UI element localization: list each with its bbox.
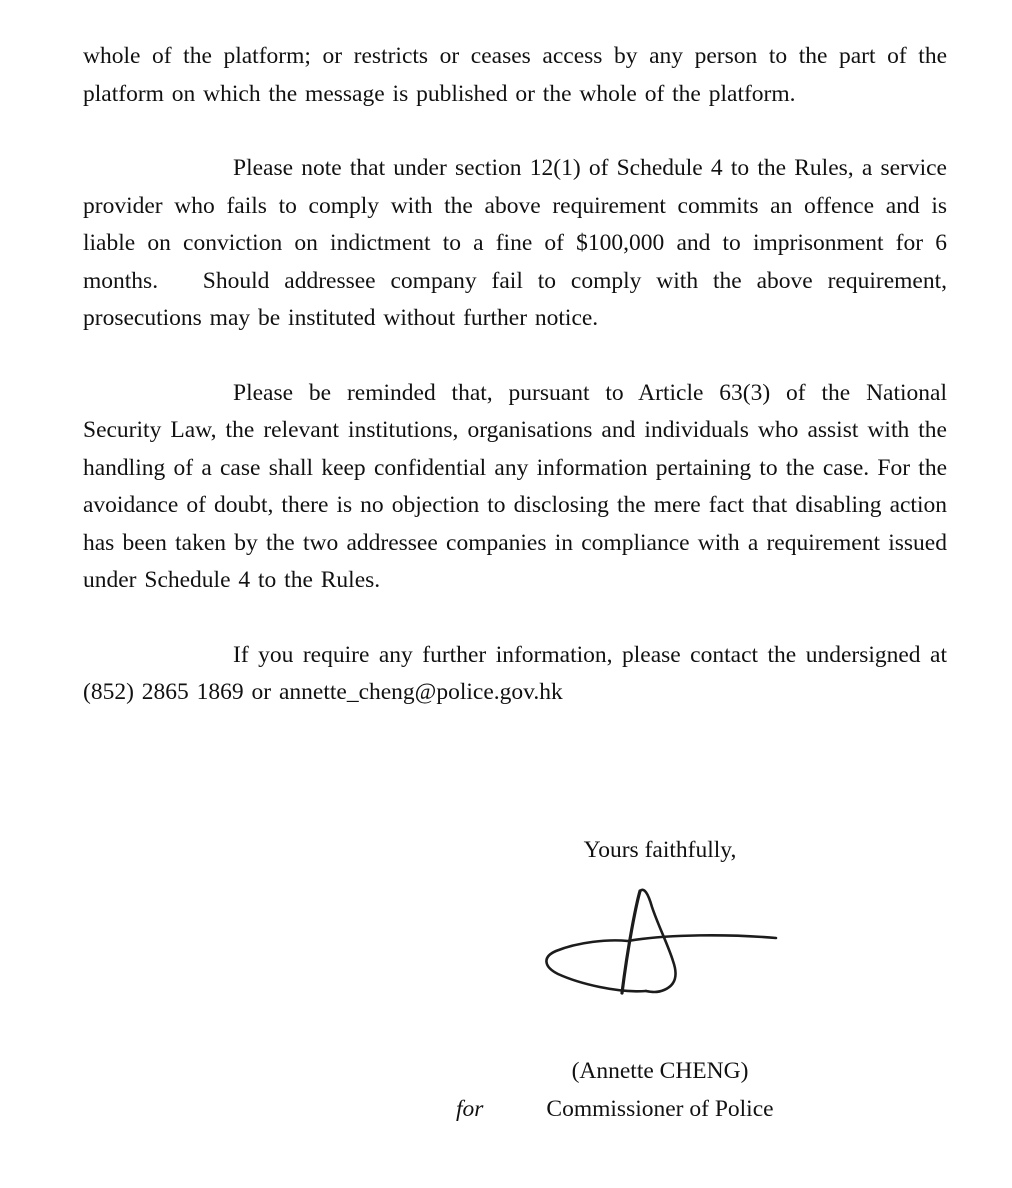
- signature-image: [440, 883, 880, 1003]
- paragraph-contact-info: If you require any further information, please contact the undersigned at (852) 2865 1869 or annette_cheng@police.gov.hk: [83, 641, 947, 705]
- letter-body: [83, 38, 947, 712]
- valediction: Yours faithfully,: [583, 836, 737, 863]
- paragraph-confidentiality: Please be reminded that, pursuant to Article 63(3) of the National Security Law, the relevant institutions, organisations and individuals who assist with the handling of a case shall keep confidential any information pertaining to the case. For the avoidance of doubt, there is no objection to disclosing the mere fact that disabling action has been taken by the two addressee companies in compliance with a requirement issued under Schedule 4 to the Rules.: [83, 379, 947, 593]
- signatory-title-line: [440, 1091, 880, 1129]
- for-label: for: [456, 1095, 484, 1122]
- paragraph-offence-warning: Please note that under section 12(1) of Schedule 4 to the Rules, a service provider who fails to comply with the above requirement commits an offence and is liable on conviction on indictment to a fine of $100,000 and to imprisonment for 6 months. Should addressee company fail to comply with the above requirement, prosecutions may be instituted without further notice.: [83, 155, 947, 331]
- signatory-name: (Annette CHENG): [571, 1058, 749, 1084]
- closing-block: [440, 832, 880, 1129]
- paragraph-platform-continuation: whole of the platform; or restricts or ceases access by any person to the part of the platform on which the message is published or the whole of the platform.: [83, 43, 947, 107]
- handwritten-signature-icon: [540, 883, 780, 1003]
- signatory-title: Commissioner of Police: [546, 1095, 774, 1122]
